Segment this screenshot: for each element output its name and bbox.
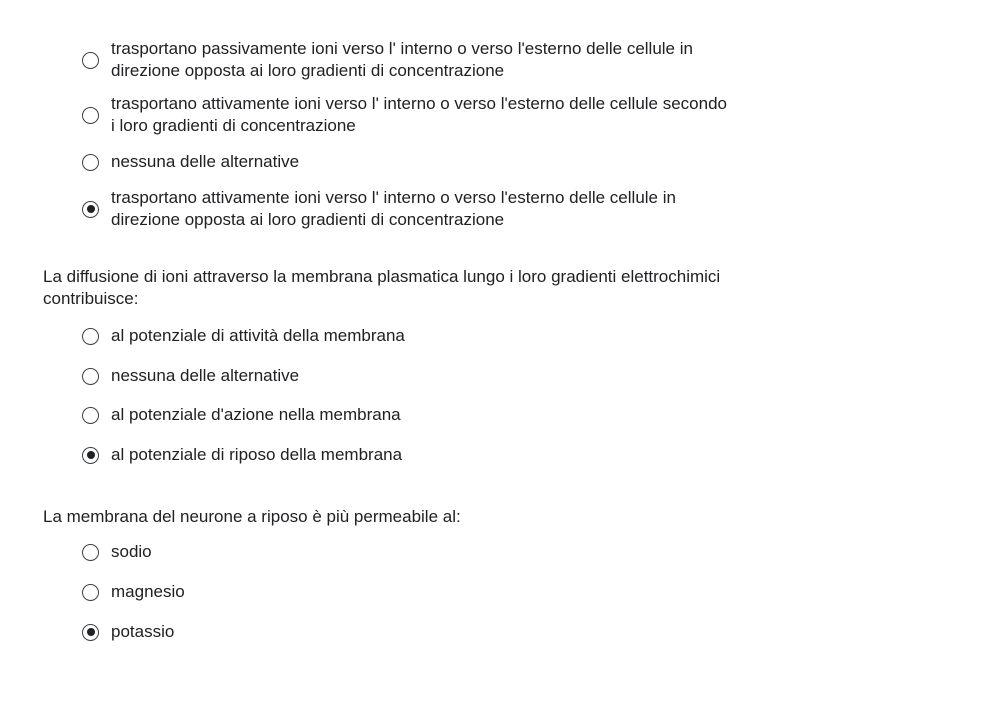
q3-option-3-label: potassio (111, 622, 175, 641)
q2-option-1-label: al potenziale di attività della membrana (111, 326, 405, 345)
q1-option-3[interactable] (82, 151, 731, 173)
q1-option-4-label: trasportano attivamente ioni verso l' interno o verso l'esterno delle cellule in direzione opposta ai loro gradienti di concentrazione (111, 188, 676, 229)
radio-button-icon[interactable] (82, 328, 99, 345)
radio-button-selected-icon[interactable] (82, 447, 99, 464)
q1-option-3-label: nessuna delle alternative (111, 152, 300, 171)
q2-option-3-label: al potenziale d'azione nella membrana (111, 405, 401, 424)
radio-button-selected-icon[interactable] (82, 624, 99, 641)
radio-button-icon[interactable] (82, 52, 99, 69)
q3-option-3[interactable] (82, 621, 731, 643)
q3-option-2-label: magnesio (111, 582, 185, 601)
q2-option-4-label: al potenziale di riposo della membrana (111, 445, 403, 464)
q1-option-2[interactable] (82, 93, 731, 137)
radio-button-icon[interactable] (82, 584, 99, 601)
q2-option-4[interactable] (82, 444, 731, 466)
q1-option-2-label: trasportano attivamente ioni verso l' interno o verso l'esterno delle cellule secondo i loro gradienti di concentrazione (111, 94, 728, 135)
q1-option-1-label: trasportano passivamente ioni verso l' interno o verso l'esterno delle cellule in direzione opposta ai loro gradienti di concentrazione (111, 39, 693, 80)
q3-option-1[interactable] (82, 541, 731, 563)
q1-option-1[interactable] (82, 38, 731, 82)
q2-option-1[interactable] (82, 325, 731, 347)
q2-option-2[interactable] (82, 365, 731, 387)
radio-button-icon[interactable] (82, 544, 99, 561)
radio-button-icon[interactable] (82, 407, 99, 424)
q1-option-4[interactable] (82, 187, 731, 231)
radio-button-selected-icon[interactable] (82, 201, 99, 218)
q3-option-1-label: sodio (111, 542, 152, 561)
radio-button-icon[interactable] (82, 107, 99, 124)
q3-question-text: La membrana del neurone a riposo è più permeabile al: (43, 507, 461, 526)
q2-question-text: La diffusione di ioni attraverso la membrana plasmatica lungo i loro gradienti elettrochimici contribuisce: (43, 267, 721, 308)
q2-option-2-label: nessuna delle alternative (111, 366, 300, 385)
q3-option-2[interactable] (82, 581, 731, 603)
q2-option-3[interactable] (82, 404, 731, 426)
radio-button-icon[interactable] (82, 368, 99, 385)
radio-button-icon[interactable] (82, 154, 99, 171)
